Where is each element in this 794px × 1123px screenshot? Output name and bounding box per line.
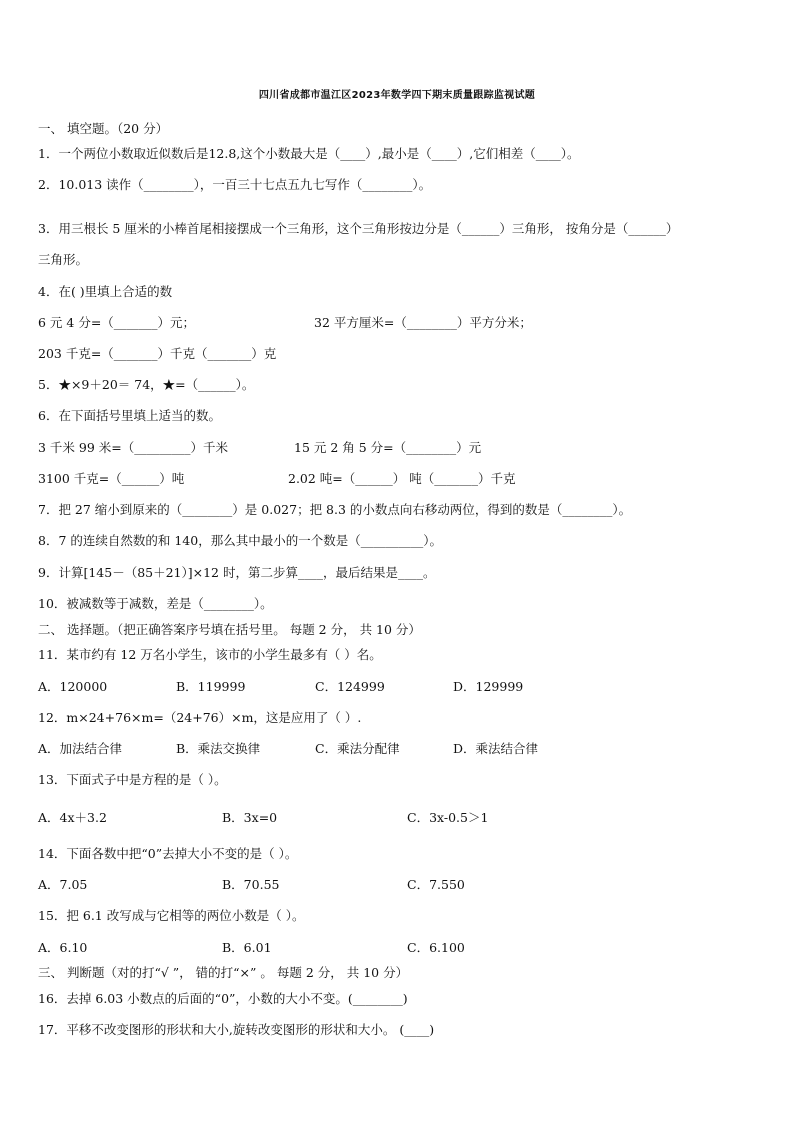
question-11-option-c: C．124999 [315,679,385,694]
question-12: 12．m×24+76×m=（24+76）×m，这是应用了（ ）. [38,710,362,725]
question-15-option-a: A．6.10 [38,940,88,955]
question-15-option-b: B．6.01 [222,940,272,955]
question-11: 11．某市约有 12 万名小学生，该市的小学生最多有（ ）名。 [38,647,382,662]
question-13: 13．下面式子中是方程的是（ ）。 [38,772,227,787]
question-12-option-c: C．乘法分配律 [315,741,400,756]
question-7: 7．把 27 缩小到原来的（________）是 0.027；把 8.3 的小数点向右移动两位，得到的数是（________）。 [38,502,632,517]
question-14-option-b: B．70.55 [222,877,280,892]
question-14-option-c: C．7.550 [407,877,465,892]
question-3-line-1: 3．用三根长 5 厘米的小棒首尾相接摆成一个三角形，这个三角形按边分是（______）三角形， 按角分是（______） [38,221,679,236]
question-12-option-b: B．乘法交换律 [176,741,261,756]
question-11-option-a: A．120000 [38,679,108,694]
question-6-part-b: 15 元 2 角 5 分=（________）元 [294,440,482,455]
question-15: 15．把 6.1 改写成与它相等的两位小数是（ ）。 [38,908,305,923]
question-11-option-d: D．129999 [453,679,524,694]
question-5: 5．★×9＋20＝ 74，★=（______）。 [38,377,255,392]
question-13-option-b: B．3x=0 [222,810,278,825]
question-9: 9．计算[145－（85＋21）]×12 时，第二步算____，最后结果是____。 [38,565,436,580]
question-12-option-d: D．乘法结合律 [453,741,539,756]
question-2: 2．10.013 读作（________），一百三十七点五九七写作（________）。 [38,177,432,192]
question-4-part-a: 6 元 4 分=（_______）元； [38,315,196,330]
question-4: 4．在( )里填上合适的数 [38,284,173,299]
question-14-option-a: A．7.05 [38,877,88,892]
question-3-line-2: 三角形。 [38,252,89,267]
question-6-part-d: 2.02 吨=（______） 吨（_______）千克 [288,471,516,486]
question-13-option-a: A．4x＋3.2 [38,810,107,825]
question-17: 17．平移不改变图形的形状和大小,旋转改变图形的形状和大小。 (____) [38,1022,435,1037]
question-6-part-c: 3100 千克=（______）吨 [38,471,185,486]
exam-title: 四川省成都市温江区2023年数学四下期末质量跟踪监视试题 [258,90,536,101]
question-11-option-b: B．119999 [176,679,246,694]
question-6: 6．在下面括号里填上适当的数。 [38,408,221,423]
question-8: 8．7 的连续自然数的和 140，那么其中最小的一个数是（__________）。 [38,533,442,548]
question-16: 16．去掉 6.03 小数点的后面的“0”，小数的大小不变。(________) [38,991,408,1006]
question-10: 10．被减数等于减数，差是（________）。 [38,596,273,611]
question-4-part-b: 32 平方厘米=（________）平方分米； [314,315,532,330]
section-choice-heading: 二、 选择题。（把正确答案序号填在括号里。 每题 2 分， 共 10 分） [38,622,421,637]
section-judge-heading: 三、 判断题（对的打“√ ”， 错的打“×” 。 每题 2 分， 共 10 分） [38,965,409,980]
question-15-option-c: C．6.100 [407,940,465,955]
question-13-option-c: C．3x-0.5＞1 [407,810,489,825]
section-fill-blank-heading: 一、 填空题。（20 分） [38,121,169,136]
question-1: 1．一个两位小数取近似数后是12.8,这个小数最大是（____）,最小是（____）,它们相差（____）。 [38,146,580,161]
question-12-option-a: A．加法结合律 [38,741,123,756]
question-6-part-a: 3 千米 99 米=（_________）千米 [38,440,229,455]
question-4-part-c: 203 千克=（_______）千克（_______）克 [38,346,277,361]
question-14: 14．下面各数中把“0”去掉大小不变的是（ ）。 [38,846,298,861]
